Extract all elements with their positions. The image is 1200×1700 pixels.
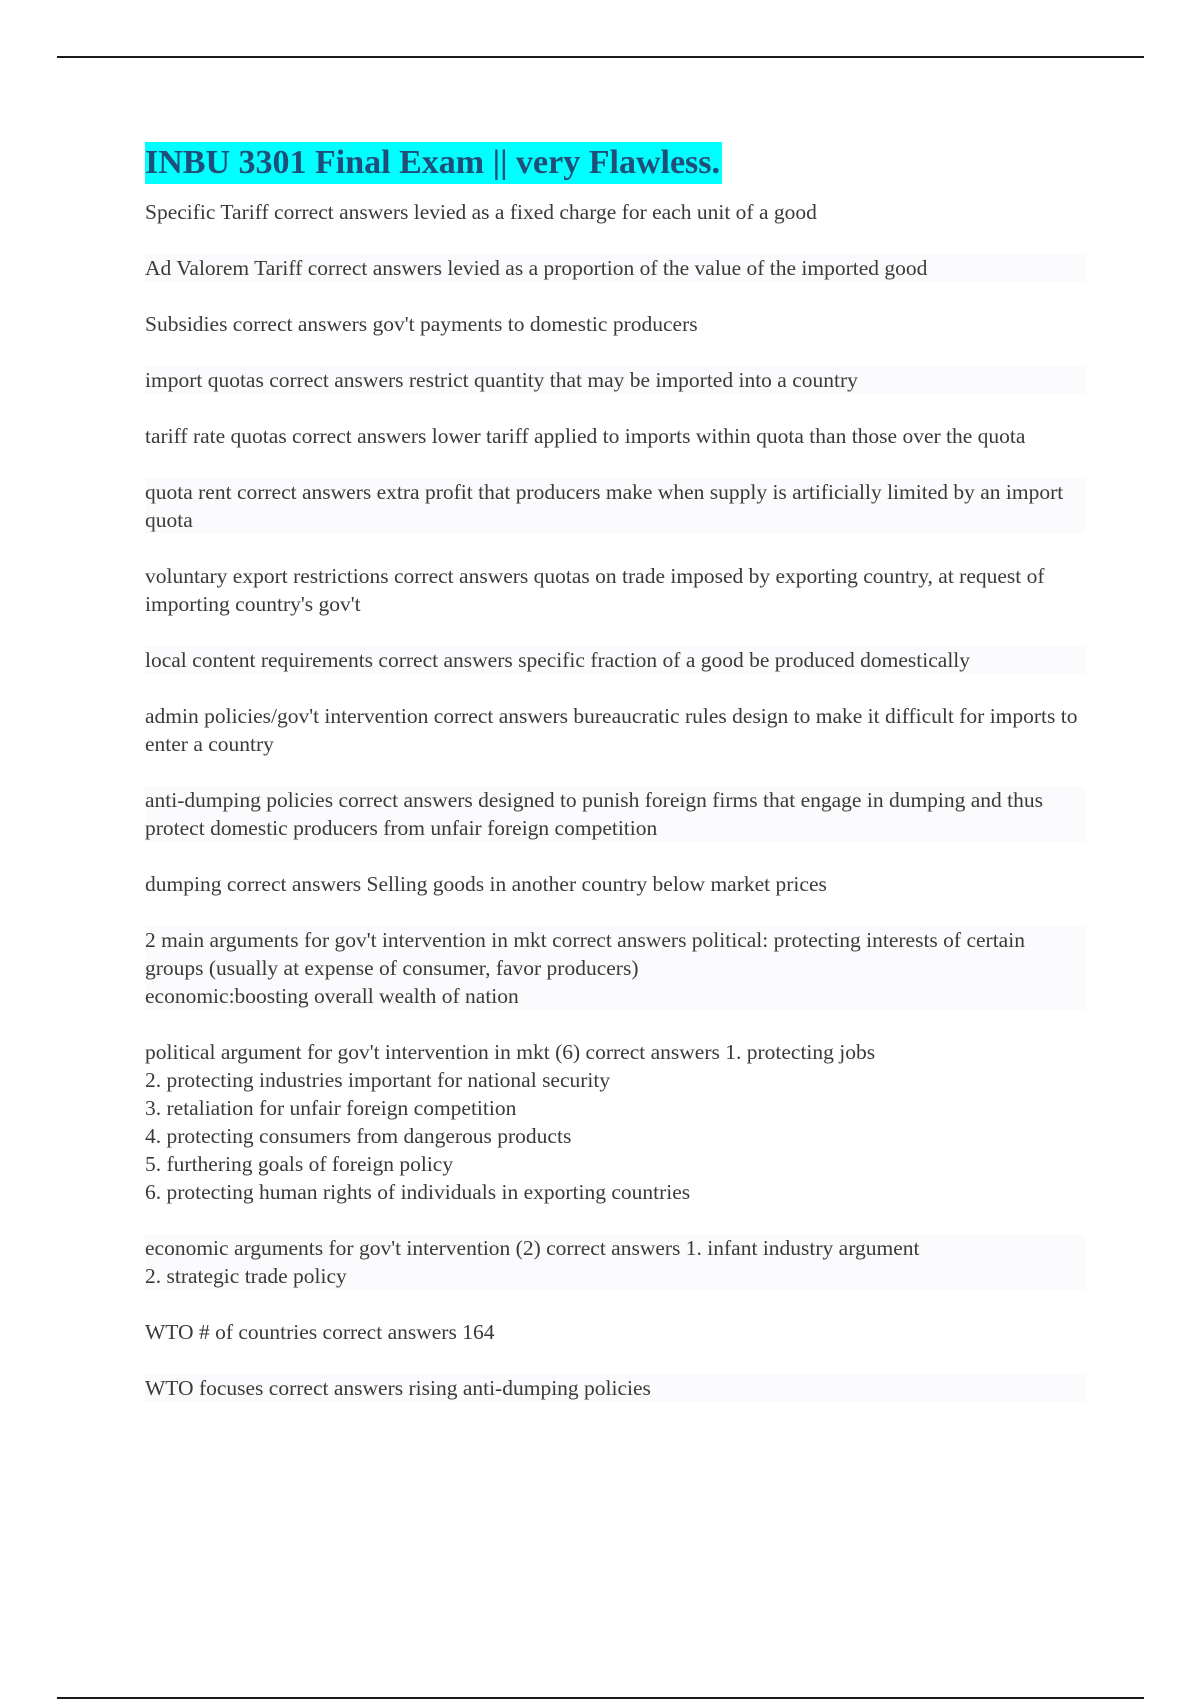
flashcard-entry: economic arguments for gov't intervention (2) correct answers 1. infant industry argument 2. strategic trade policy xyxy=(145,1234,1085,1290)
flashcard-entry: admin policies/gov't intervention correct answers bureaucratic rules design to make it difficult for imports to enter a country xyxy=(145,702,1085,758)
flashcard-entry: import quotas correct answers restrict quantity that may be imported into a country xyxy=(145,366,1085,394)
document-body xyxy=(145,142,1085,1430)
flashcard-entry: WTO # of countries correct answers 164 xyxy=(145,1318,1085,1346)
flashcard-entry: voluntary export restrictions correct answers quotas on trade imposed by exporting country, at request of importing country's gov't xyxy=(145,562,1085,618)
top-rule xyxy=(57,56,1144,58)
flashcard-entry: dumping correct answers Selling goods in another country below market prices xyxy=(145,870,1085,898)
flashcard-entry: political argument for gov't intervention in mkt (6) correct answers 1. protecting jobs 2. protecting industries important for national security 3. retaliation for unfair foreign competition 4. protecting consumers from dangerous products 5. furthering goals of foreign policy 6. protecting human rights of individuals in exporting countries xyxy=(145,1038,1085,1206)
flashcard-entry: quota rent correct answers extra profit that producers make when supply is artificially limited by an import quota xyxy=(145,478,1085,534)
flashcard-entry: Specific Tariff correct answers levied as a fixed charge for each unit of a good xyxy=(145,198,1085,226)
flashcard-entry: 2 main arguments for gov't intervention in mkt correct answers political: protecting interests of certain groups (usually at expense of consumer, favor producers) economic:boosting overall wealth of nation xyxy=(145,926,1085,1010)
flashcard-entry: Subsidies correct answers gov't payments to domestic producers xyxy=(145,310,1085,338)
bottom-rule xyxy=(57,1697,1144,1699)
document-title: INBU 3301 Final Exam || very Flawless. xyxy=(145,142,722,184)
flashcard-entry: local content requirements correct answers specific fraction of a good be produced domestically xyxy=(145,646,1085,674)
flashcard-list xyxy=(145,198,1085,1402)
flashcard-entry: anti-dumping policies correct answers designed to punish foreign firms that engage in dumping and thus protect domestic producers from unfair foreign competition xyxy=(145,786,1085,842)
flashcard-entry: WTO focuses correct answers rising anti-dumping policies xyxy=(145,1374,1085,1402)
flashcard-entry: tariff rate quotas correct answers lower tariff applied to imports within quota than those over the quota xyxy=(145,422,1085,450)
flashcard-entry: Ad Valorem Tariff correct answers levied as a proportion of the value of the imported good xyxy=(145,254,1085,282)
